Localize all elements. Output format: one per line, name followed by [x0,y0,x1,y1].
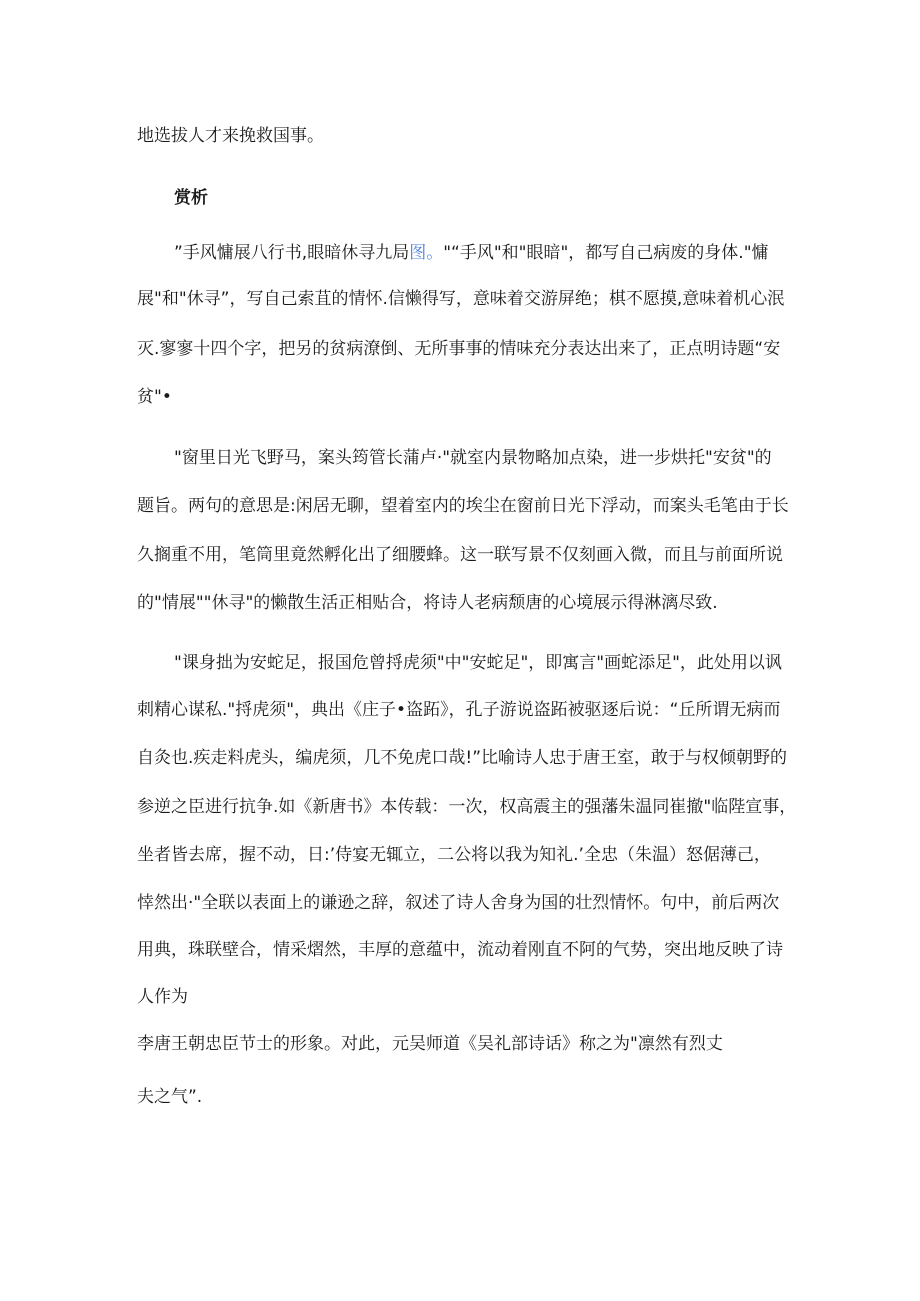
p2-line-3: 久搁重不用，笔筒里竟然孵化出了细腰蜂。这一联写景不仅刻画入微，而且与前面所说 [137,545,783,565]
p3-line-9: 李唐王朝忠臣节士的形象。对此，元吴师道《吴礼部诗话》称之为"凛然有烈丈 [137,1034,723,1054]
p1-line-3: 灭.寥寥十四个字，把另的贫病潦倒、无所事事的情味充分表达出来了，正点明诗题“安 [137,339,781,359]
p3-line-8: 人作为 [137,987,188,1007]
p1-line-1-highlight: 图。 [409,243,444,263]
p3-line-1: "课身拙为安蛇足，报国危曾捋虎须"中"安蛇足"，即寓言"画蛇添足"，此处用以讽 [174,653,782,673]
intro-line: 地选拔人才来挽救国事。 [137,126,324,146]
p2-line-2: 题旨。两句的意思是:闲居无聊，望着室内的埃尘在窗前日光下浮动，而案头毛笔由于长 [137,496,789,516]
p2-line-4: 的"情展""休寻"的懒散生活正相贴合，将诗人老病颓唐的心境展示得淋漓尽致. [137,593,718,613]
p3-line-10: 夫之气”. [137,1087,203,1107]
section-heading: 赏析 [174,188,208,208]
p3-line-2: 刺精心谋私."捋虎须"，典出《庄子•盗跖》，孔子游说盗跖被驱逐后说：“丘所谓无病而 [137,700,781,720]
p1-line-4: 贫"• [137,387,172,407]
p3-line-5: 坐者皆去席，握不动，日:’侍宴无辄立，二公将以我为知礼.’全忠（朱温）怒倨薄己， [137,845,771,865]
p1-line-1-text-c: "“手风"和"眼暗"，都写自己病废的身体."慵 [443,243,769,263]
p3-line-4: 参逆之臣进行抗争.如《新唐书》本传载：一次，权高震主的强藩朱温同崔撤"临陛宣事， [137,797,797,817]
p1-line-2: 展"和"休寻”，写自己索苴的情怀.信懒得写，意味着交游屏绝；棋不愿摸,意味着机心泯 [137,289,785,309]
p3-line-3: 自灸也.疾走料虎头，编虎须，几不免虎口哉!”比喻诗人忠于唐王室，敢于与权倾朝野的 [137,748,788,768]
p3-line-6: 悻然出·"全联以表面上的谦逊之辞，叙述了诗人舍身为国的壮烈情怀。句中，前后两次 [137,893,780,913]
p1-line-1 [174,241,769,265]
p1-line-1-text-a: ”手风慵展八行书,眼暗休寻九局 [174,243,410,263]
p3-line-7: 用典，珠联壁合，情采熠然，丰厚的意蕴中，流动着刚直不阿的气势，突出地反映了诗 [137,940,783,960]
p2-line-1: "窗里日光飞野马，案头筠管长蒲卢·"就室内景物略加点染，进一步烘托"安贫"的 [174,448,772,468]
